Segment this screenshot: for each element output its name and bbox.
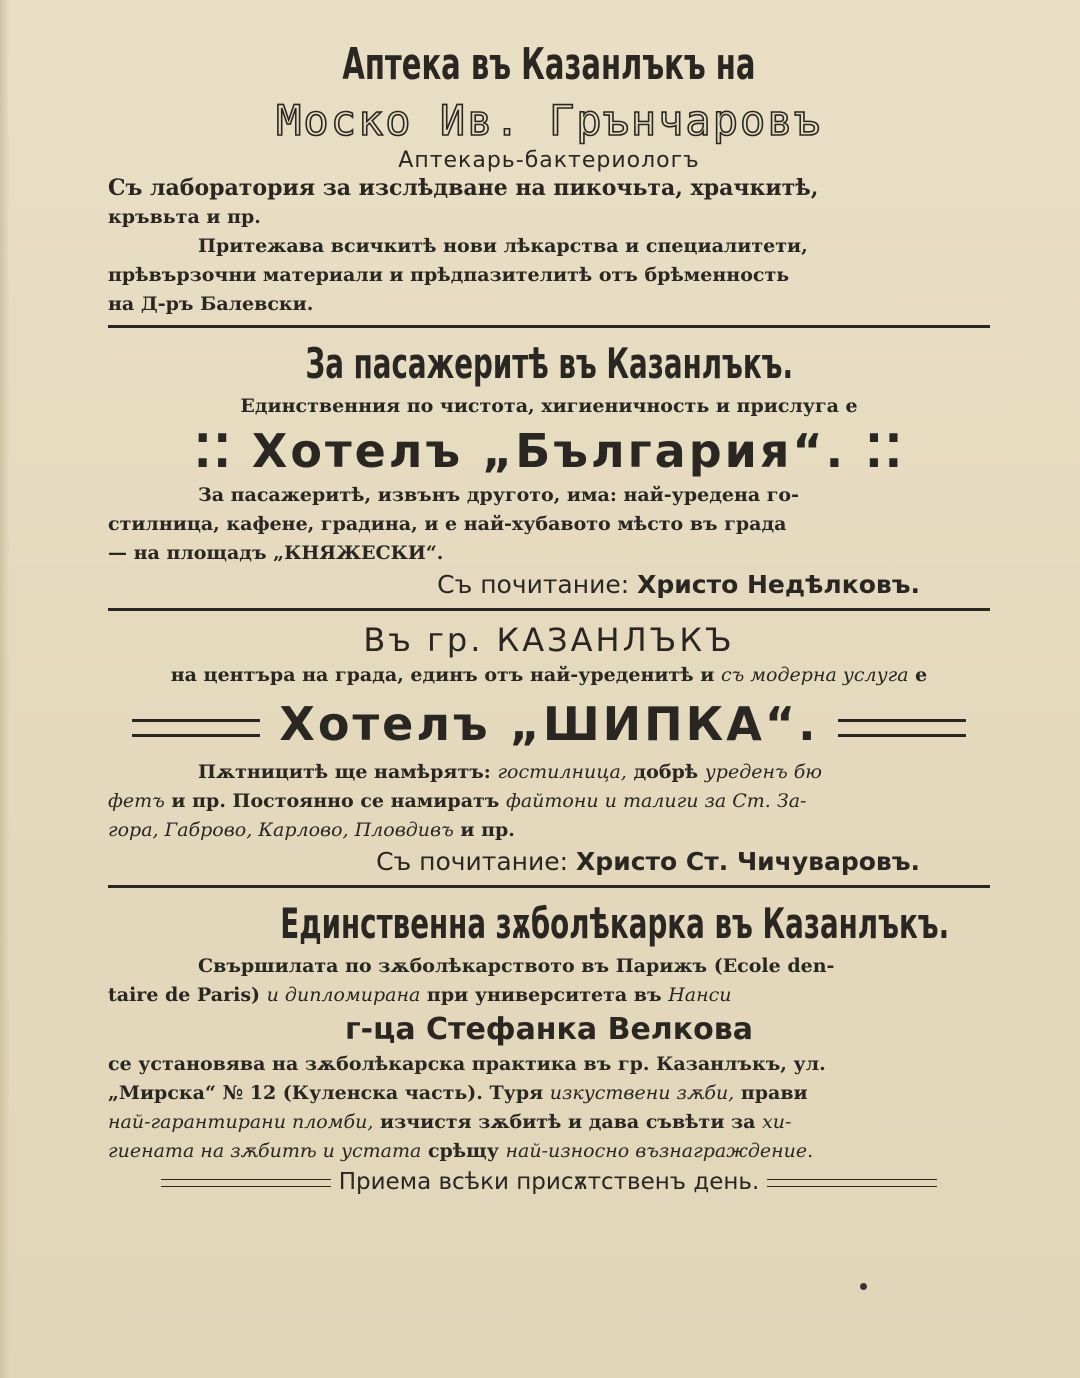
hotel-bulgaria-ad xyxy=(108,336,990,602)
shipka-intro xyxy=(108,661,990,690)
dentist-text-3: се установява на зѫболѣкарска практика въ гр. Казанлъкъ, ул. xyxy=(108,1053,826,1075)
dentist-text-2b: и дипломирана xyxy=(266,984,421,1006)
hotel-bulgaria-name-line xyxy=(108,421,990,481)
signature-prefix: Съ почитание: xyxy=(437,570,630,599)
double-rule-right xyxy=(838,719,966,737)
dentist-ad xyxy=(108,896,990,1198)
thin-rule-right xyxy=(767,1179,937,1187)
ink-speck xyxy=(860,1283,867,1290)
dentist-text-2a: taire de Paris) xyxy=(108,984,261,1006)
dentist-closing: Приема всѣки присѫтственъ день. xyxy=(338,1169,760,1195)
shipka-text-2a: фетъ xyxy=(108,790,165,812)
hotel-bulgaria-heading: За пасажеритѣ въ Казанлъкъ. xyxy=(305,339,793,388)
dentist-text-6c: най-износно възнаграждение. xyxy=(505,1140,814,1162)
pharmacy-text-3: Притежава всичкитѣ нови лѣкарства и специалитети, xyxy=(198,235,808,257)
page-edge-shadow xyxy=(0,0,10,1378)
divider xyxy=(108,608,990,611)
shipka-text-1d: уреденъ бю xyxy=(704,761,823,783)
ornament-dots-left: ⁚⁚ xyxy=(193,424,233,478)
ornament-dots-right: ⁚⁚ xyxy=(865,424,905,478)
hotel-shipka-name-line xyxy=(108,694,990,754)
shipka-text-3a: гора, Габрово, Карлово, Пловдивъ xyxy=(108,819,454,841)
dentist-text-4 xyxy=(108,1079,990,1108)
dentist-text-5 xyxy=(108,1108,990,1137)
hotel-bulgaria-name: Хотелъ „България“. xyxy=(251,424,847,478)
dentist-closing-line xyxy=(108,1166,990,1198)
dentist-text-1: Свършилата по зѫболѣкарството въ Парижъ (Ecole den- xyxy=(198,955,835,977)
shipka-text-1a: Пѫтницитѣ ще намѣрятъ: xyxy=(198,761,491,783)
pharmacy-text-5: на Д-ръ Балевски. xyxy=(108,293,314,315)
pharmacy-ad xyxy=(108,36,990,319)
shipka-text-1 xyxy=(108,758,990,787)
shipka-text-1c: добрѣ xyxy=(633,761,699,783)
signature-name: Христо Недѣлковъ. xyxy=(637,570,920,599)
shipka-text-1b: гостилница, xyxy=(497,761,627,783)
hotel-shipka-ad xyxy=(108,619,990,879)
hotel-bulgaria-intro: Единственния по чистота, хигиеничность и прислуга е xyxy=(240,395,858,417)
dentist-text-4a: „Мирска“ № 12 (Куленска часть). Туря xyxy=(108,1082,544,1104)
pharmacy-text-1: Съ лаборатория за изслѣдване на пикочьта, храчкитѣ, xyxy=(108,175,819,201)
shipka-text-3 xyxy=(108,816,990,845)
hotel-shipka-signature xyxy=(108,845,990,879)
dentist-heading: Единственна зѫболѣкарка въ Казанлъкъ. xyxy=(280,899,950,948)
shipka-intro-b: съ модерна услуга xyxy=(720,664,909,686)
pharmacist-name: Моско Ив. Грънчаровъ xyxy=(276,96,822,145)
dentist-name: г-ца Стефанка Велкова xyxy=(345,1012,753,1047)
shipka-intro-a: на центъра на града, единъ отъ най-уреденитѣ и xyxy=(170,664,715,686)
pharmacist-subtitle: Аптекарь-бактериологъ xyxy=(398,148,700,173)
hotel-bulgaria-text-3: — на площадъ „КНЯЖЕСКИ“. xyxy=(108,542,444,564)
double-rule-left xyxy=(132,719,260,737)
hotel-shipka-name: Хотелъ „ШИПКА“. xyxy=(279,697,819,751)
pharmacy-text-2: кръвьта и пр. xyxy=(108,206,261,228)
signature-prefix: Съ почитание: xyxy=(376,847,569,876)
hotel-bulgaria-text-1: За пасажеритѣ, извънъ другото, има: най-уредена го- xyxy=(198,484,799,506)
dentist-text-6 xyxy=(108,1137,990,1166)
pharmacy-text-4: прѣвързочни материали и прѣдпазителитѣ отъ брѣменность xyxy=(108,264,790,286)
dentist-text-4c: прави xyxy=(740,1082,808,1104)
shipka-intro-c: е xyxy=(915,664,928,686)
dentist-text-2c: при университета въ xyxy=(426,984,662,1006)
shipka-text-2b: и пр. Постоянно се намиратъ xyxy=(171,790,500,812)
dentist-text-2 xyxy=(108,981,990,1010)
shipka-town-heading: Въ гр. КАЗАНЛЪКЪ xyxy=(363,621,735,659)
hotel-bulgaria-text-2: стилница, кафене, градина, и е най-хубавото мѣсто въ града xyxy=(108,513,787,535)
divider xyxy=(108,885,990,888)
dentist-text-4b: изкуствени зѫби, xyxy=(549,1082,735,1104)
pharmacy-title: Аптека въ Казанлъкъ на xyxy=(342,39,756,90)
dentist-text-6a: гиената на зѫбитѣ и устата xyxy=(108,1140,422,1162)
signature-name: Христо Ст. Чичуваровъ. xyxy=(576,847,920,876)
dentist-text-5a: най-гарантирани пломби, xyxy=(108,1111,374,1133)
dentist-text-2d: Нанси xyxy=(668,984,732,1006)
dentist-text-5c: хи- xyxy=(762,1111,792,1133)
dentist-text-6b: срѣщу xyxy=(427,1140,499,1162)
shipka-text-2 xyxy=(108,787,990,816)
shipka-text-3b: и пр. xyxy=(460,819,515,841)
hotel-bulgaria-signature xyxy=(108,568,990,602)
thin-rule-left xyxy=(161,1179,331,1187)
shipka-text-2c: файтони и талиги за Ст. За- xyxy=(505,790,807,812)
dentist-text-5b: изчистя зѫбитѣ и дава съвѣти за xyxy=(380,1111,756,1133)
divider xyxy=(108,325,990,328)
